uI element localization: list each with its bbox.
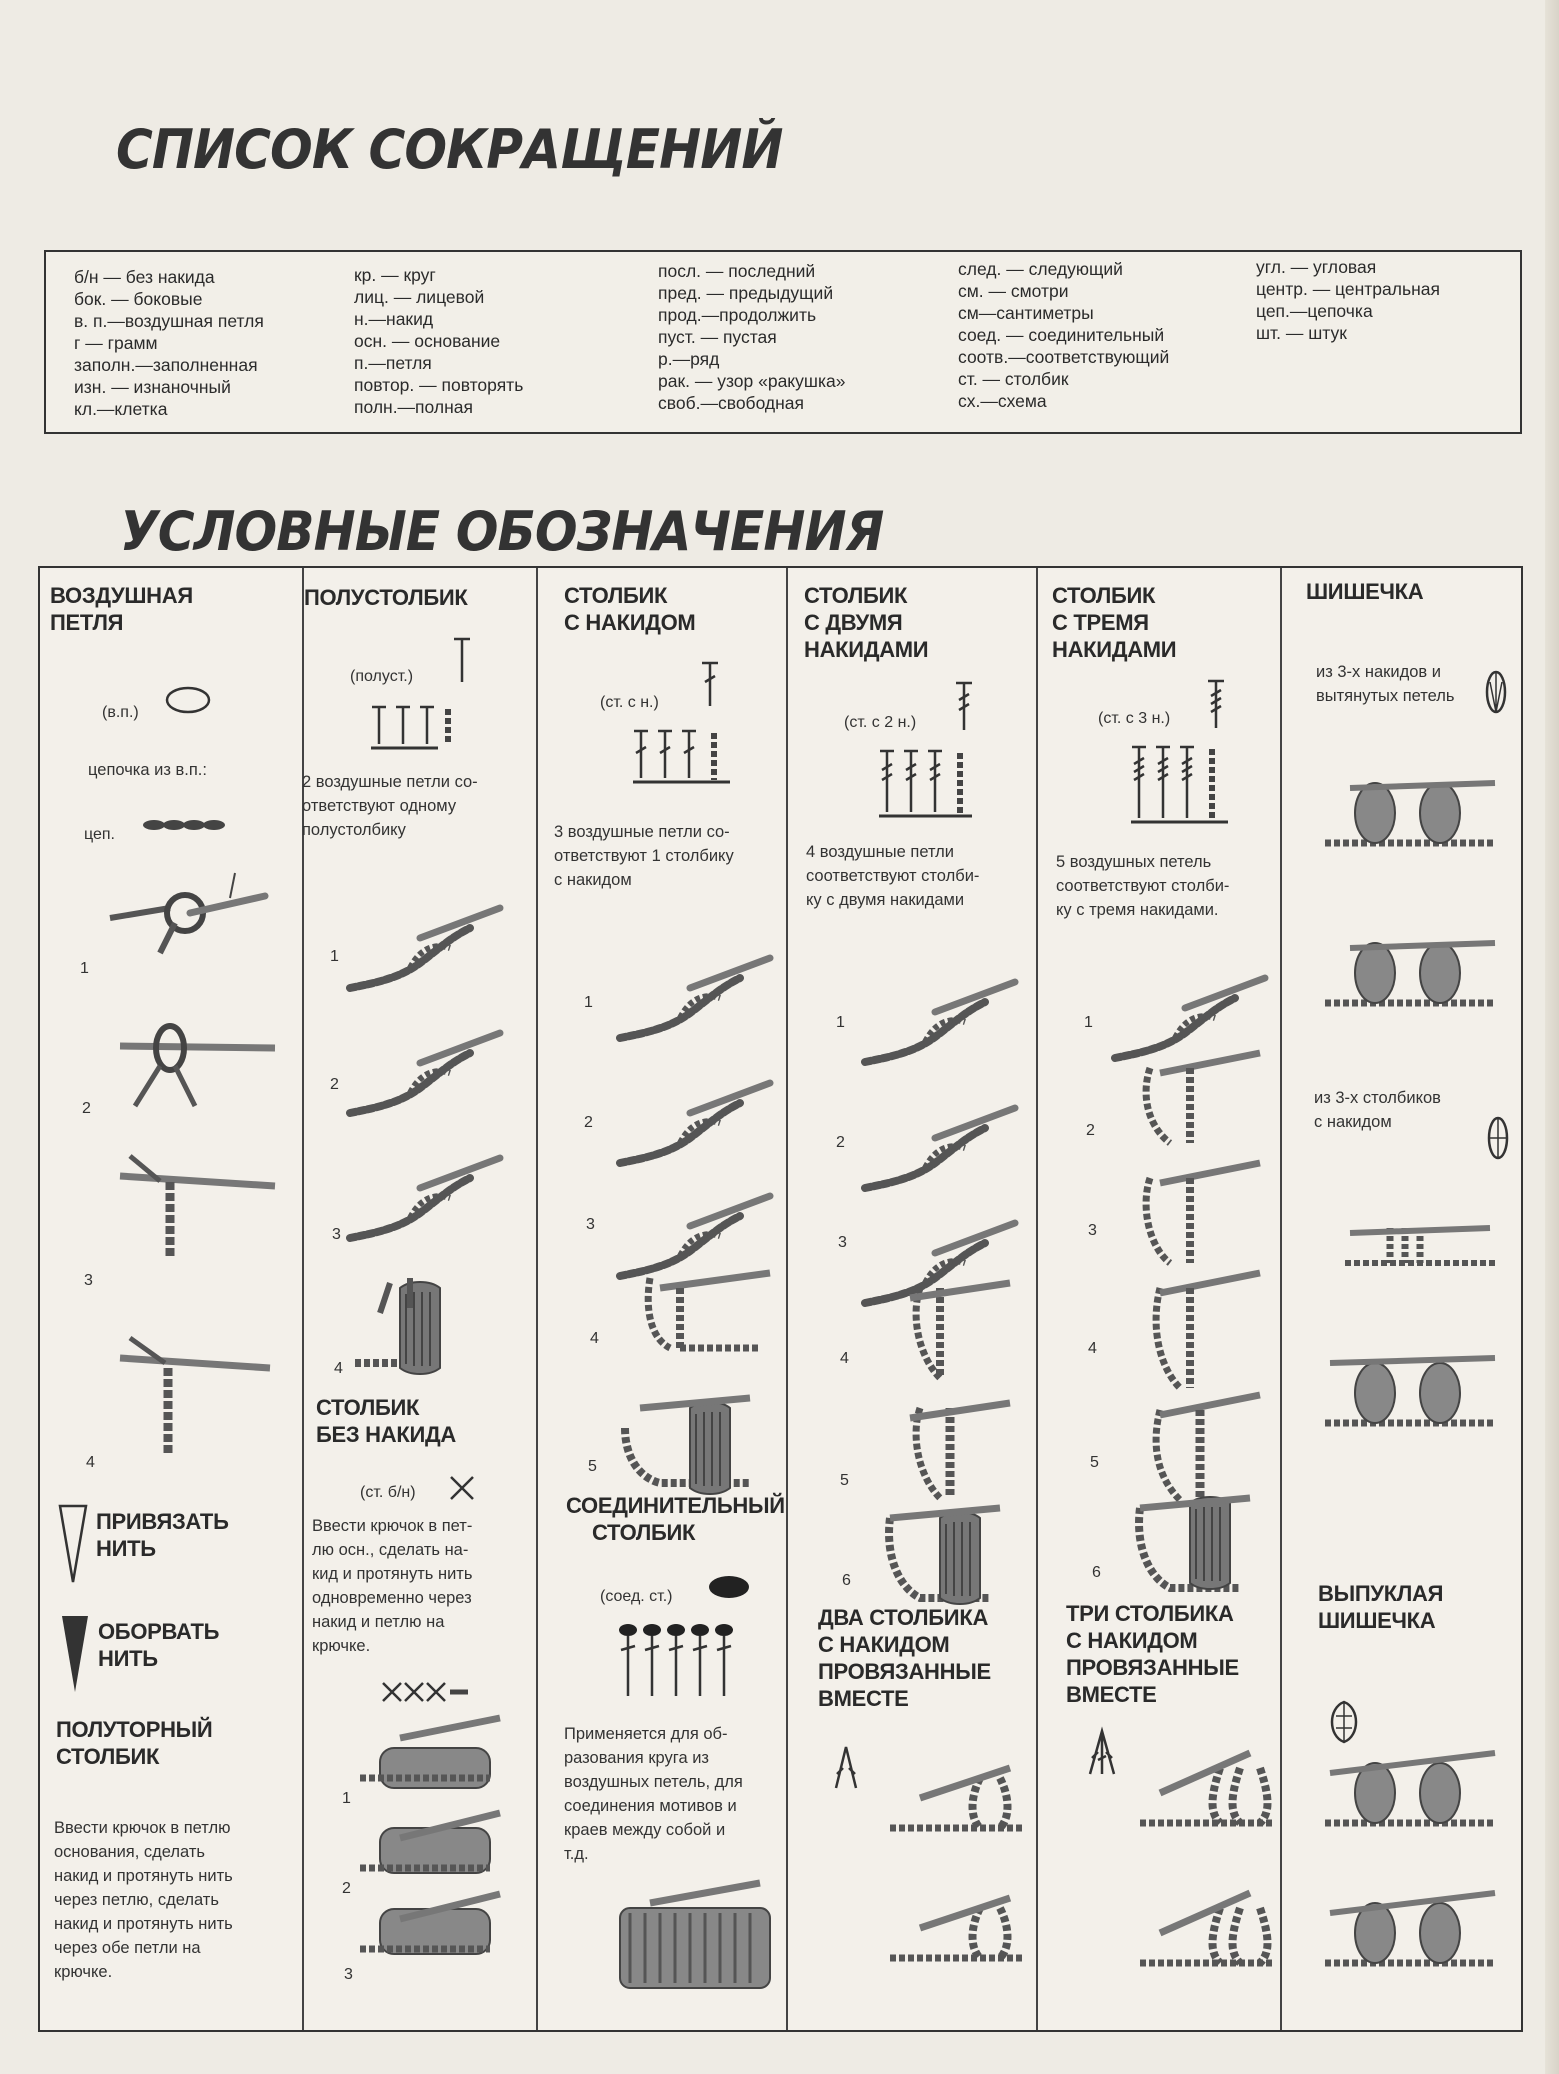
section-title-chain: ВОЗДУШНАЯ ПЕТЛЯ — [50, 583, 193, 635]
dc-step-3-illustration — [610, 1136, 780, 1246]
dtr-step-3-illustration — [1130, 1158, 1260, 1278]
step-number: 3 — [84, 1272, 93, 1289]
tr-step-2-illustration — [860, 1048, 1020, 1148]
abbr-col-1 — [74, 266, 264, 420]
hdc-step-3-illustration — [340, 1108, 510, 1218]
tr-note: 4 воздушные петли соответствуют столби- ку с двумя накидами — [806, 843, 980, 909]
dtr-chart-icon — [1128, 744, 1248, 830]
dc2tog-symbol-icon — [832, 1744, 860, 1790]
tie-thread-label: ПРИВЯЗАТЬ НИТЬ — [96, 1509, 229, 1561]
dc-symbol-icon — [700, 660, 720, 710]
slst-abbr: (соед. ст.) — [600, 1588, 673, 1605]
tie-thread-icon — [58, 1504, 88, 1584]
abbr-item: посл. — последний — [658, 261, 816, 281]
column-divider — [1036, 568, 1038, 2030]
tr-step-5-illustration — [880, 1388, 1010, 1508]
dc-step-1-illustration — [610, 908, 780, 1008]
dtr-step-4-illustration — [1130, 1268, 1260, 1398]
abbr-item: шт. — штук — [1256, 323, 1347, 343]
abbr-item: кр. — круг — [354, 265, 436, 285]
dc-step-4-illustration — [620, 1258, 780, 1368]
abbr-item: рак. — узор «ракушка» — [658, 371, 846, 391]
abbr-item: соотв.—соответствующий — [958, 347, 1170, 367]
abbr-item: пред. — предыдущий — [658, 283, 834, 303]
section-title-dtr: СТОЛБИК С ТРЕМЯ НАКИДАМИ — [1052, 583, 1177, 662]
abbr-item: б/н — без накида — [74, 267, 215, 287]
puff-note-1: из 3-х накидов и вытянутых петель — [1316, 663, 1455, 705]
abbr-item: цеп.—цепочка — [1256, 301, 1373, 321]
step-number: 3 — [332, 1226, 341, 1243]
tr-symbol-icon — [954, 680, 974, 734]
step-number: 6 — [842, 1572, 851, 1589]
cut-thread-label: ОБОРВАТЬ НИТЬ — [98, 1619, 220, 1671]
step-number: 4 — [1088, 1340, 1097, 1357]
column-divider — [1280, 568, 1282, 2030]
section-title-half-dc: ПОЛУТОРНЫЙ СТОЛБИК — [56, 1717, 213, 1769]
column-divider — [786, 568, 788, 2030]
step-number: 5 — [588, 1458, 597, 1475]
abbr-item: соед. — соединительный — [958, 325, 1165, 345]
abbr-item: ст. — столбик — [958, 369, 1069, 389]
step-number: 2 — [584, 1114, 593, 1131]
chain-abbr: (в.п.) — [102, 704, 139, 721]
sc-abbr: (ст. б/н) — [360, 1484, 416, 1501]
column-divider — [536, 568, 538, 2030]
chain-step-4-illustration — [110, 1328, 280, 1458]
step-number: 3 — [1088, 1222, 1097, 1239]
chain-step-3-illustration — [110, 1146, 280, 1266]
dc-chart-icon — [630, 728, 750, 790]
abbr-item: повтор. — повторять — [354, 375, 524, 395]
sc-step-2-illustration — [340, 1808, 520, 1888]
dtr-note: 5 воздушных петель соответствуют столби- ку с тремя накидами. — [1056, 853, 1230, 919]
section-title-puff: ШИШЕЧКА — [1306, 579, 1424, 604]
abbr-item: лиц. — лицевой — [354, 287, 485, 307]
tr-step-4-illustration — [880, 1268, 1010, 1388]
dtr-step-6-illustration — [1120, 1488, 1270, 1598]
section-title-dc2tog: ДВА СТОЛБИКА С НАКИДОМ ПРОВЯЗАННЫЕ ВМЕСТЕ — [818, 1605, 991, 1711]
section-title-tr: СТОЛБИК С ДВУМЯ НАКИДАМИ — [804, 583, 929, 662]
abbr-item: кл.—клетка — [74, 399, 168, 419]
dtr-step-2-illustration — [1130, 1048, 1260, 1158]
step-number: 3 — [344, 1966, 353, 1983]
step-number: 3 — [838, 1234, 847, 1251]
cluster-step-1-illustration — [1340, 1208, 1500, 1278]
step-number: 1 — [584, 994, 593, 1011]
slst-symbol-icon — [708, 1574, 750, 1600]
abbr-col-3 — [658, 260, 845, 414]
hdc-abbr: (полуст.) — [350, 668, 414, 685]
hdc-step-4-illustration — [340, 1268, 510, 1378]
bobble-step-2-illustration — [1320, 1878, 1500, 1978]
chain-note: цепочка из в.п.: — [88, 761, 207, 779]
tr-step-3-illustration — [860, 1158, 1020, 1268]
dtr-abbr: (ст. с 3 н.) — [1098, 710, 1171, 727]
step-number: 4 — [590, 1330, 599, 1347]
step-number: 4 — [86, 1454, 95, 1471]
slst-text: Применяется для об- разования круга из воздушных петель, для соединения мотивов и краев между собой и т.д. — [564, 1725, 743, 1863]
step-number: 2 — [330, 1076, 339, 1093]
section-title-tr3tog: ТРИ СТОЛБИКА С НАКИДОМ ПРОВЯЗАННЫЕ ВМЕСТЕ — [1066, 1601, 1239, 1707]
step-number: 2 — [342, 1880, 351, 1897]
dtr-step-1-illustration — [1110, 928, 1270, 1028]
abbr-item: сх.—схема — [958, 391, 1047, 411]
step-number: 4 — [334, 1360, 343, 1377]
abbr-col-5 — [1256, 256, 1440, 344]
step-number: 1 — [330, 948, 339, 965]
dc2tog-step-1-illustration — [880, 1748, 1030, 1858]
sc-chart-icon — [380, 1680, 470, 1704]
slst-chart-icon — [616, 1622, 746, 1702]
hdc-step-2-illustration — [340, 988, 510, 1088]
tr-abbr: (ст. с 2 н.) — [844, 714, 917, 731]
chain-step-2-illustration — [110, 1016, 280, 1116]
dtr-symbol-icon — [1206, 678, 1226, 732]
step-number: 5 — [840, 1472, 849, 1489]
step-number: 6 — [1092, 1564, 1101, 1581]
step-number: 3 — [586, 1216, 595, 1233]
hdc-chart-icon — [368, 704, 468, 754]
section-title-hdc: ПОЛУСТОЛБИК — [304, 585, 468, 610]
abbr-item: полн.—полная — [354, 397, 473, 417]
step-number: 2 — [1086, 1122, 1095, 1139]
dc-abbr: (ст. с н.) — [600, 694, 659, 711]
tr-step-6-illustration — [870, 1498, 1020, 1608]
step-number: 2 — [82, 1100, 91, 1117]
abbr-item: бок. — боковые — [74, 289, 203, 309]
abbr-item: прод.—продолжить — [658, 305, 817, 325]
symbols-title: УСЛОВНЫЕ ОБОЗНАЧЕНИЯ — [120, 500, 884, 563]
abbreviations-title: СПИСОК СОКРАЩЕНИЙ — [116, 118, 783, 181]
section-title-dc: СТОЛБИК С НАКИДОМ — [564, 583, 696, 635]
hdc-symbol-icon — [452, 636, 472, 686]
half-dc-text: Ввести крючок в петлю основания, сделать накид и протянуть нить через петлю, сделать накид и протянуть нить через обе петли на крючке. — [54, 1819, 233, 1981]
sc-step-3-illustration — [340, 1894, 520, 1974]
dc-note: 3 воздушные петли со- ответствуют 1 столбику с накидом — [554, 823, 734, 889]
tr3tog-step-1-illustration — [1130, 1738, 1280, 1848]
sc-symbol-icon — [448, 1474, 476, 1502]
section-title-bobble: ВЫПУКЛАЯ ШИШЕЧКА — [1318, 1581, 1444, 1633]
cluster-symbol-icon — [1486, 1114, 1510, 1162]
cut-thread-icon — [60, 1614, 90, 1694]
abbr-item: в. п.—воздушная петля — [74, 311, 264, 331]
puff-symbol-icon — [1484, 668, 1508, 716]
chain-step-1-illustration — [90, 868, 280, 958]
abbr-item: заполн.—заполненная — [74, 355, 258, 375]
tr3tog-symbol-icon — [1086, 1728, 1118, 1776]
step-number: 1 — [80, 960, 89, 977]
step-number: 5 — [1090, 1454, 1099, 1471]
page-edge — [1545, 0, 1559, 2074]
section-title-sc: СТОЛБИК БЕЗ НАКИДА — [316, 1395, 456, 1447]
abbr-item: н.—накид — [354, 309, 434, 329]
abbr-item: пуст. — пустая — [658, 327, 777, 347]
cluster-step-2-illustration — [1320, 1338, 1500, 1438]
sc-text: Ввести крючок в пет- лю осн., сделать на- кид и протянуть нить одновременно через накид и петлю на крючке. — [312, 1517, 473, 1655]
chain-label: цеп. — [84, 826, 115, 843]
abbr-item: угл. — угловая — [1256, 257, 1377, 277]
tr-chart-icon — [876, 748, 996, 824]
step-number: 1 — [1084, 1014, 1093, 1031]
abbr-item: центр. — центральная — [1256, 279, 1440, 299]
dc-step-5-illustration — [620, 1388, 780, 1498]
step-number: 1 — [342, 1790, 351, 1807]
step-number: 2 — [836, 1134, 845, 1151]
puff-step-1-illustration — [1320, 768, 1500, 858]
abbreviations-box — [44, 250, 1522, 434]
hdc-step-1-illustration — [340, 868, 510, 968]
abbr-item: г — грамм — [74, 333, 158, 353]
abbr-item: п.—петля — [354, 353, 432, 373]
puff-step-2-illustration — [1320, 928, 1500, 1018]
abbr-col-4 — [958, 258, 1169, 412]
tr3tog-step-2-illustration — [1130, 1878, 1280, 1988]
sc-step-1-illustration — [340, 1718, 520, 1798]
hdc-note: 2 воздушные петли со- ответствуют одному полустолбику — [302, 773, 478, 839]
symbols-table — [38, 566, 1523, 2032]
puff-note-2: из 3-х столбиков с накидом — [1314, 1089, 1441, 1131]
section-title-slst: СОЕДИНИТЕЛЬНЫЙ СТОЛБИК — [566, 1493, 785, 1545]
abbr-item: см—сантиметры — [958, 303, 1094, 323]
step-number: 4 — [840, 1350, 849, 1367]
tr-step-1-illustration — [860, 932, 1020, 1032]
bobble-step-1-illustration — [1320, 1738, 1500, 1838]
abbr-item: изн. — изнаночный — [74, 377, 231, 397]
abbr-item: р.—ряд — [658, 349, 720, 369]
abbr-col-2 — [354, 264, 523, 418]
chain-icon — [142, 812, 226, 838]
dc-step-2-illustration — [610, 1028, 780, 1128]
abbr-item: своб.—свободная — [658, 393, 805, 413]
slst-illustration — [610, 1878, 780, 1998]
step-number: 1 — [836, 1014, 845, 1031]
dc2tog-step-2-illustration — [880, 1878, 1030, 1988]
oval-icon — [164, 686, 214, 718]
abbr-item: след. — следующий — [958, 259, 1123, 279]
abbr-item: осн. — основание — [354, 331, 501, 351]
abbr-item: см. — смотри — [958, 281, 1069, 301]
